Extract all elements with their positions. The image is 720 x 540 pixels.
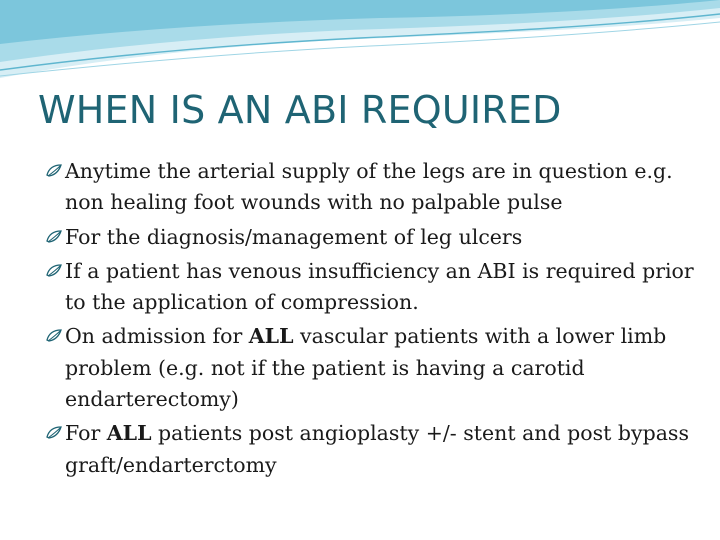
bullet-text: For (65, 421, 107, 446)
bullet-text: patients post angioplasty +/- stent and post bypass graft/endarterctomy (65, 421, 689, 477)
bullet-text: If a patient has venous insufficiency an ABI is required prior to the application of compression. (65, 258, 694, 315)
slide-title: WHEN IS AN ABI REQUIRED (38, 88, 562, 132)
leaf-bullet-icon (46, 264, 62, 278)
leaf-bullet-icon (46, 164, 62, 178)
bullet-emphasis: ALL (106, 421, 152, 446)
bullet-text: Anytime the arterial supply of the legs are in question e.g. non healing foot wounds with no palpable pulse (65, 159, 673, 215)
header-wave-decoration (0, 0, 720, 90)
bullet-text: vascular patients with a lower limb problem (e.g. not if the patient is having a carotid endarterectomy) (65, 324, 667, 412)
bullet-item (46, 256, 706, 319)
bullet-item (46, 156, 706, 219)
leaf-bullet-icon (46, 426, 62, 440)
bullet-item (46, 222, 706, 253)
bullet-list (46, 156, 706, 484)
bullet-item (46, 321, 706, 415)
bullet-item (46, 418, 706, 481)
leaf-bullet-icon (46, 230, 62, 244)
bullet-emphasis: ALL (248, 324, 294, 349)
leaf-bullet-icon (46, 329, 62, 343)
bullet-text: On admission for (65, 324, 249, 349)
bullet-text: For the diagnosis/management of leg ulcers (65, 224, 523, 249)
